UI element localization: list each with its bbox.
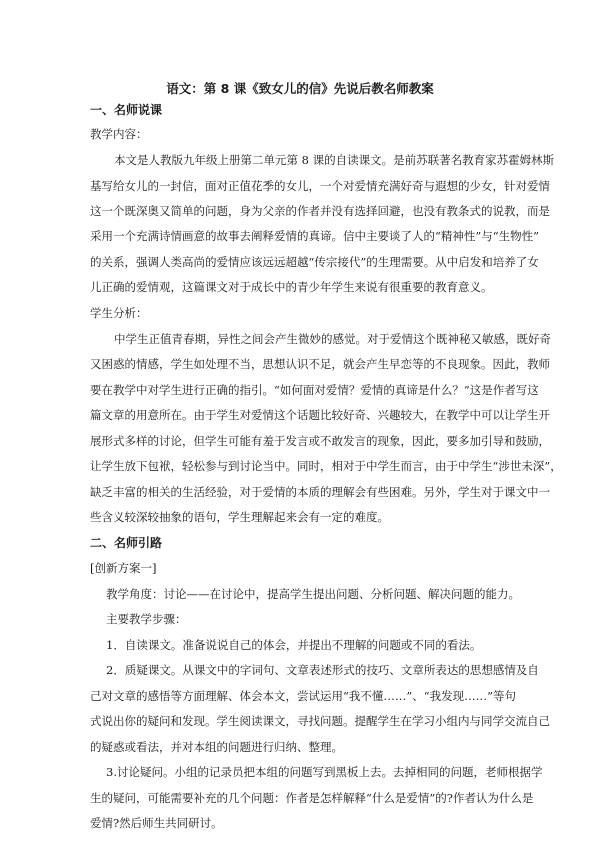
section-heading-1: 一、名师说课 xyxy=(90,103,163,117)
teaching-content-label: 教学内容： xyxy=(90,127,148,141)
paragraph-line: 基写给女儿的一封信，面对正值花季的女儿，一个对爱情充满好奇与遐想的少女，针对爱情 xyxy=(90,179,550,193)
student-analysis-label: 学生分析： xyxy=(90,306,148,320)
step-2-line: 式说出你的疑问和发现。学生阅读课文，寻找问题。提醒学生在学习小组内与同学交流自己 xyxy=(90,714,550,728)
main-steps-label: 主要教学步骤： xyxy=(106,612,187,626)
paragraph-line: 本文是人教版九年级上册第二单元第 8 课的自读课文。是前苏联著名教育家苏霍姆林斯 xyxy=(114,153,555,167)
step-2-line: 的疑惑或看法，并对本组的问题进行归纳、整理。 xyxy=(90,740,343,754)
paragraph-line: 的关系，强调人类高尚的爱情应该远远超越“传宗接代”的生理需要。从中启发和培养了女 xyxy=(90,255,539,269)
step-2-line: 2．质疑课文。从课文中的字词句、文章表述形式的技巧、文章所表达的思想感情及自 xyxy=(106,663,539,677)
paragraph-line: 中学生正值青春期，异性之间会产生微妙的感觉。对于爱情这个既神秘又敏感，既好奇 xyxy=(114,332,551,346)
paragraph-line: 这一个既深奥又简单的问题，身为父亲的作者并没有选择回避，也没有教条式的说教，而是 xyxy=(90,204,550,218)
paragraph-line: 让学生放下包袱，轻松参与到讨论当中。同时，相对于中学生而言，由于中学生“涉世未深”， xyxy=(90,459,562,473)
step-2-line: 己对文章的感悟等方面理解、体会本文，尝试运用“我不懂……”、“我发现……”等句 xyxy=(90,689,517,703)
paragraph-line: 缺乏丰富的相关的生活经验，对于爱情的本质的理解会有些困难。另外，学生对于课文中一 xyxy=(90,485,550,499)
paragraph-line: 采用一个充满诗情画意的故事去阐释爱情的真谛。信中主要谈了人的“精神性”与“生物性” xyxy=(90,229,540,243)
step-1: 1．自读课文。准备说说自己的体会，并提出不理解的问题或不同的看法。 xyxy=(106,638,482,652)
paragraph-line: 篇文章的用意所在。由于学生对爱情这个话题比较好奇、兴趣较大，在教学中可以让学生开 xyxy=(90,408,550,422)
teaching-angle: 教学角度：讨论——在讨论中，提高学生提出问题、分析问题、解决问题的能力。 xyxy=(106,587,520,601)
paragraph-line: 儿正确的爱情观，这篇课文对于成长中的青少年学生来说有很重要的教育意义。 xyxy=(90,280,493,294)
step-3-line: 爱情?然后师生共同研讨。 xyxy=(90,816,223,830)
paragraph-line: 又困惑的情感，学生如处理不当，思想认识不足，就会产生早恋等的不良现象。因此，教师 xyxy=(90,357,550,371)
plan-label: [创新方案一] xyxy=(90,561,157,575)
document-title: 语文：第 8 课《致女儿的信》先说后教名师教案 xyxy=(166,81,434,96)
section-heading-2: 二、名师引路 xyxy=(90,536,163,550)
step-3-line: 生的疑问，可能需要补充的几个问题：作者是怎样解释“什么是爱情”的?作者认为什么是 xyxy=(90,791,534,805)
paragraph-line: 些含义较深较抽象的语句，学生理解起来会有一定的难度。 xyxy=(90,510,389,524)
paragraph-line: 展形式多样的讨论，但学生可能有羞于发言或不敢发言的现象，因此，要多加引导和鼓励， xyxy=(90,434,550,448)
paragraph-line: 要在教学中对学生进行正确的指引。“如何面对爱情？爱情的真谛是什么？”这是作者写这 xyxy=(90,383,539,397)
step-3-line: 3.讨论疑问。小组的记录员把本组的问题写到黑板上去。去掉相同的问题，老师根据学 xyxy=(106,765,543,779)
